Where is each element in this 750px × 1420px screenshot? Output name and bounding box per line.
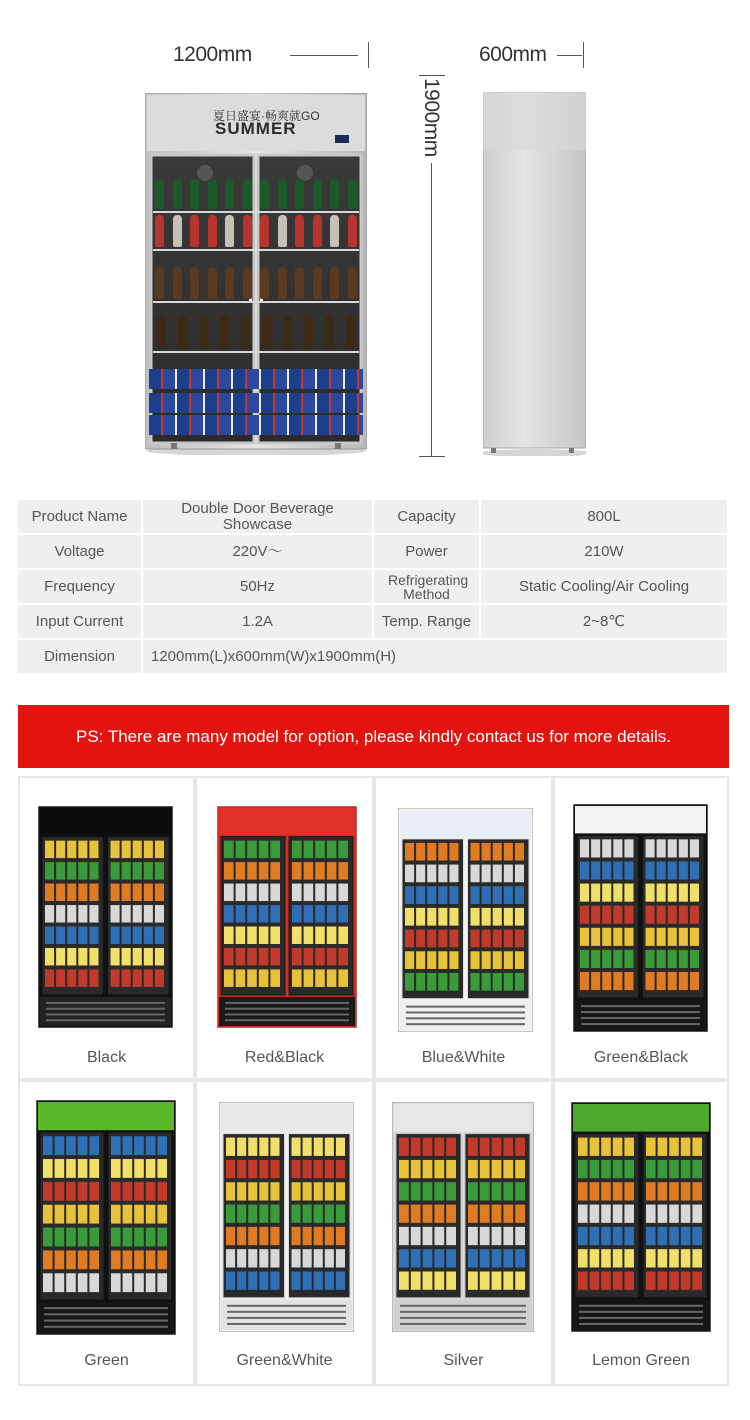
spec-value: 210W <box>481 535 729 570</box>
spec-label: Frequency <box>18 570 143 605</box>
height-dimension-label: 1900mm <box>420 78 443 157</box>
can-row <box>149 393 363 413</box>
spec-label: Product Name <box>18 500 143 535</box>
width-dimension-tick <box>368 42 369 68</box>
model-card-green-white[interactable] <box>197 1082 372 1384</box>
model-card-black[interactable] <box>20 778 193 1078</box>
spec-value: 2~8℃ <box>481 605 729 640</box>
fridge-thumbnail <box>38 806 173 1028</box>
depth-dimension-label: 600mm <box>479 43 547 66</box>
spec-table <box>18 500 729 675</box>
bottle-row-green <box>145 179 367 209</box>
spec-label: Refrigerating Method <box>374 570 481 605</box>
shelf <box>153 351 359 353</box>
fridge-thumbnail <box>217 806 357 1028</box>
model-label: Black <box>86 1049 127 1066</box>
spec-label: Input Current <box>18 605 143 640</box>
model-card-lemon-green[interactable] <box>555 1082 727 1384</box>
table-row <box>18 640 729 675</box>
height-dimension-tick-bottom <box>419 456 445 457</box>
model-card-silver[interactable] <box>376 1082 551 1384</box>
spec-label: Temp. Range <box>374 605 481 640</box>
can-row <box>149 415 363 435</box>
can-row <box>149 369 363 389</box>
model-label: Green&White <box>236 1352 333 1369</box>
fridge-thumbnail <box>398 808 533 1032</box>
model-label: Lemon Green <box>592 1352 690 1369</box>
bottle-row-brown <box>145 267 367 299</box>
spec-label: Voltage <box>18 535 143 570</box>
model-label: Silver <box>443 1352 484 1369</box>
fridge-sign-top-text: 夏日盛宴·畅爽就GO <box>213 109 320 123</box>
fridge-thumbnail <box>36 1100 176 1335</box>
spec-value: 1.2A <box>143 605 374 640</box>
height-dimension-line <box>431 163 432 456</box>
fridge-thumbnail <box>573 804 708 1032</box>
model-card-green[interactable] <box>20 1082 193 1384</box>
table-row <box>18 500 729 535</box>
fridge-thumbnail <box>392 1102 534 1332</box>
spec-value: 220V～ <box>143 535 374 570</box>
table-row <box>18 605 729 640</box>
width-dimension-line <box>290 55 358 56</box>
fridge-side-view <box>483 92 586 450</box>
model-label: Green <box>84 1352 129 1369</box>
fridge-thumbnail <box>219 1102 354 1332</box>
depth-dimension-tick <box>583 42 584 68</box>
shelf <box>153 211 359 213</box>
ps-banner: PS: There are many model for option, please kindly contact us for more details. <box>18 705 729 768</box>
spec-value: 50Hz <box>143 570 374 605</box>
table-row <box>18 570 729 605</box>
model-card-red-black[interactable] <box>197 778 372 1078</box>
fridge-front-view <box>145 93 367 449</box>
bottle-row-amber <box>145 315 367 349</box>
fridge-thumbnail <box>571 1102 711 1332</box>
spec-value: Double Door Beverage Showcase <box>143 500 374 535</box>
spec-label: Dimension <box>18 640 143 675</box>
spec-value: Static Cooling/Air Cooling <box>481 570 729 605</box>
shelf <box>153 301 359 303</box>
depth-dimension-line <box>557 55 582 56</box>
width-dimension-label: 1200mm <box>173 43 252 66</box>
model-label: Red&Black <box>244 1049 325 1066</box>
model-card-blue-white[interactable] <box>376 778 551 1078</box>
color-options-grid <box>18 776 729 1386</box>
bottle-row-red <box>145 215 367 247</box>
shelf <box>153 249 359 251</box>
spec-value: 1200mm(L)x600mm(W)x1900mm(H) <box>143 640 729 675</box>
model-label: Green&Black <box>593 1049 689 1066</box>
spec-value: 800L <box>481 500 729 535</box>
table-row <box>18 535 729 570</box>
spec-label: Capacity <box>374 500 481 535</box>
fridge-sign-brand: SUMMER <box>215 119 297 138</box>
model-label: Blue&White <box>421 1049 506 1066</box>
spec-label: Power <box>374 535 481 570</box>
model-card-green-black[interactable] <box>555 778 727 1078</box>
height-dimension-tick-top <box>419 75 445 76</box>
